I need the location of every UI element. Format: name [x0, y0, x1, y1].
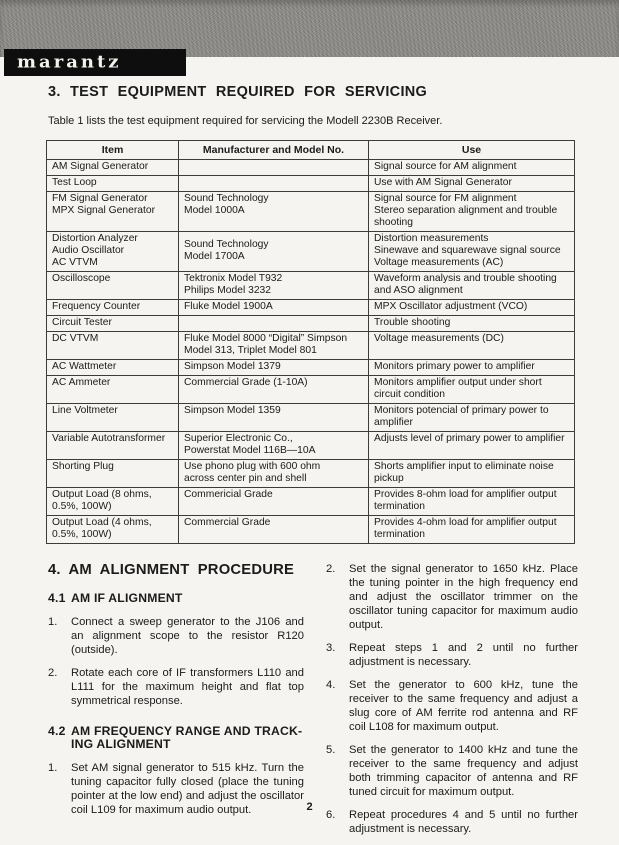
text-line: Sinewave and squarewave signal source	[374, 245, 561, 256]
text-line: AC VTVM	[52, 257, 98, 268]
text-line: Tektronix Model T932	[184, 273, 283, 284]
cell-manufacturer	[179, 516, 369, 544]
marantz-logo	[4, 49, 186, 76]
table-row	[47, 376, 575, 404]
equipment-table-body	[47, 160, 575, 544]
section4-heading: 4. AM ALIGNMENT PROCEDURE	[48, 562, 295, 578]
table-row	[47, 192, 575, 232]
cell-use	[369, 432, 575, 460]
text-line: Voltage measurements (DC)	[374, 333, 504, 344]
text-line: Use with AM Signal Generator	[374, 177, 512, 188]
cell-item	[47, 192, 179, 232]
text-line: Monitors amplifier output under short circuit condition	[374, 377, 542, 400]
cell-manufacturer	[179, 460, 369, 488]
text-line: Superior Electronic Co.,	[184, 433, 293, 444]
text-line: Provides 4-ohm load for amplifier output termination	[374, 517, 557, 540]
text-line: Adjusts level of primary power to amplifier	[374, 433, 565, 444]
text-line: Sound Technology	[184, 239, 269, 250]
page-content	[48, 84, 576, 845]
cell-item	[47, 232, 179, 272]
subsection-41-heading	[48, 592, 304, 606]
procedure-step	[326, 641, 578, 669]
table-row	[47, 316, 575, 332]
subsection-42-title	[71, 725, 302, 752]
cell-item	[47, 176, 179, 192]
cell-manufacturer	[179, 192, 369, 232]
text-line: Powerstat Model 116B—10A	[184, 445, 316, 456]
cell-manufacturer	[179, 176, 369, 192]
text-line: Circuit Tester	[52, 317, 112, 328]
cell-manufacturer	[179, 160, 369, 176]
cell-item	[47, 432, 179, 460]
text-line: Shorts amplifier input to eliminate noise pickup	[374, 461, 554, 484]
cell-use	[369, 404, 575, 432]
cell-item	[47, 316, 179, 332]
procedure-step	[326, 743, 578, 799]
step-text: Set the generator to 600 kHz, tune the receiver to the same frequency and adjust a slug core of AM ferrite rod antenna and RF coil L108 for maximum output.	[349, 679, 578, 733]
table-row	[47, 404, 575, 432]
table-row	[47, 176, 575, 192]
cell-use	[369, 376, 575, 404]
cell-manufacturer	[179, 376, 369, 404]
text-line: DC VTVM	[52, 333, 99, 344]
text-line: AM Signal Generator	[52, 161, 149, 172]
text-line: Distortion measurements	[374, 233, 489, 244]
text-line: Commericial Grade	[184, 489, 273, 500]
text-line: Output Load (4 ohms, 0.5%, 100W)	[52, 517, 152, 540]
cell-manufacturer	[179, 332, 369, 360]
step-number: 6.	[326, 809, 336, 821]
text-line: Fluke Model 8000 “Digital” Simpson	[184, 333, 348, 344]
cell-manufacturer	[179, 232, 369, 272]
text-line: Monitors potencial of primary power to amplifier	[374, 405, 549, 428]
cell-use	[369, 516, 575, 544]
table-row	[47, 432, 575, 460]
cell-item	[47, 516, 179, 544]
cell-manufacturer	[179, 488, 369, 516]
procedure-step	[326, 562, 578, 632]
text-line: Fluke Model 1900A	[184, 301, 273, 312]
text-line: Voltage measurements (AC)	[374, 257, 504, 268]
step-text: Connect a sweep generator to the J106 and an alignment scope to the resistor R120 (outside).	[71, 615, 304, 656]
subsection-41-number: 4.1	[48, 591, 66, 605]
text-line: Monitors primary power to amplifier	[374, 361, 535, 372]
text-line: Stereo separation alignment and trouble shooting	[374, 205, 558, 228]
cell-item	[47, 160, 179, 176]
text-line: Distortion Analyzer	[52, 233, 138, 244]
cell-manufacturer	[179, 360, 369, 376]
table-row	[47, 160, 575, 176]
text-line: MPX Oscillator adjustment (VCO)	[374, 301, 528, 312]
table-row	[47, 332, 575, 360]
table-row	[47, 300, 575, 316]
text-line: Signal source for FM alignment	[374, 193, 517, 204]
text-line: AM IF ALIGNMENT	[71, 591, 183, 605]
text-line: Model 313, Triplet Model 801	[184, 345, 317, 356]
subsection-41-steps	[48, 615, 304, 708]
table-row	[47, 232, 575, 272]
text-line: Line Voltmeter	[52, 405, 118, 416]
text-line: Signal source for AM alignment	[374, 161, 517, 172]
text-line: MPX Signal Generator	[52, 205, 156, 216]
text-line: Commercial Grade	[184, 517, 271, 528]
text-line: Simpson Model 1379	[184, 361, 281, 372]
right-column-steps	[326, 562, 578, 836]
step-text: Set the generator to 1400 kHz and tune the receiver to the same frequency and adjust both trimming capacitor of antenna and RF tuned circuit for maximum output.	[349, 744, 578, 798]
text-line: Output Load (8 ohms, 0.5%, 100W)	[52, 489, 152, 512]
cell-use	[369, 332, 575, 360]
cell-use	[369, 176, 575, 192]
step-text: Rotate each core of IF transformers L110 and L111 for the maximum height and flat top symmetrical response.	[71, 666, 304, 707]
step-number: 2.	[48, 666, 58, 679]
cell-manufacturer	[179, 432, 369, 460]
table-row	[47, 360, 575, 376]
text-line: AM FREQUENCY RANGE AND TRACK-	[71, 723, 303, 738]
text-line: Commercial Grade (1-10A)	[184, 377, 308, 388]
step-text: Set the signal generator to 1650 kHz. Place the tuning pointer in the high frequency end and adjust the oscillator trimmer on the oscillator tuning capacitor for maximum audio output.	[349, 563, 578, 631]
step-number: 4.	[326, 679, 336, 691]
cell-item	[47, 488, 179, 516]
table-row	[47, 272, 575, 300]
col-header-manufacturer: Manufacturer and Model No.	[179, 141, 369, 160]
step-number: 1.	[48, 761, 58, 774]
text-line: Shorting Plug	[52, 461, 114, 472]
text-line: Oscilloscope	[52, 273, 111, 284]
cell-use	[369, 360, 575, 376]
step-text: Repeat steps 1 and 2 until no further adjustment is necessary.	[349, 642, 578, 668]
cell-item	[47, 300, 179, 316]
cell-use	[369, 232, 575, 272]
text-line: Model 1000A	[184, 205, 245, 216]
section3-heading: 3. TEST EQUIPMENT REQUIRED FOR SERVICING	[48, 84, 428, 100]
cell-item	[47, 404, 179, 432]
cell-manufacturer	[179, 272, 369, 300]
col-header-use: Use	[369, 141, 575, 160]
cell-item	[47, 332, 179, 360]
text-line: AC Ammeter	[52, 377, 111, 388]
subsection-42-number: 4.2	[48, 723, 66, 738]
step-text: Set AM signal generator to 515 kHz. Turn the tuning capacitor fully closed (place the tuning pointer at the low end) and adjust the oscillator coil L109 for maximum audio output.	[71, 761, 304, 816]
text-line: Frequency Counter	[52, 301, 141, 312]
text-line: Audio Oscillator	[52, 245, 125, 256]
page-number: 2	[306, 801, 313, 813]
text-line: Simpson Model 1359	[184, 405, 281, 416]
equipment-table	[46, 140, 575, 544]
cell-use	[369, 460, 575, 488]
text-line: Trouble shooting	[374, 317, 451, 328]
step-number: 1.	[48, 615, 58, 628]
subsection-41-title	[71, 592, 183, 606]
step-number: 3.	[326, 642, 336, 654]
subsection-42-heading	[48, 725, 304, 752]
step-number: 5.	[326, 744, 336, 756]
text-line: ING ALIGNMENT	[71, 737, 171, 751]
procedure-step	[48, 615, 304, 657]
text-line: Use phono plug with 600 ohm	[184, 461, 321, 472]
text-line: across center pin and shell	[184, 473, 307, 484]
text-line: Sound Technology	[184, 193, 269, 204]
cell-use	[369, 272, 575, 300]
table-row	[47, 488, 575, 516]
procedure-step	[326, 678, 578, 734]
step-text: Repeat procedures 4 and 5 until no further adjustment is necessary.	[349, 809, 578, 835]
marantz-logo-text: marantz	[17, 52, 122, 73]
cell-item	[47, 460, 179, 488]
step-number: 2.	[326, 563, 336, 575]
text-line: Provides 8-ohm load for amplifier output termination	[374, 489, 557, 512]
cell-use	[369, 300, 575, 316]
col-header-item: Item	[47, 141, 179, 160]
table-header-row	[47, 141, 575, 160]
cell-item	[47, 272, 179, 300]
cell-manufacturer	[179, 316, 369, 332]
text-line: Philips Model 3232	[184, 285, 272, 296]
text-line: Waveform analysis and trouble shooting and ASO alignment	[374, 273, 557, 296]
table-row	[47, 460, 575, 488]
text-line: Variable Autotransformer	[52, 433, 166, 444]
table-row	[47, 516, 575, 544]
cell-item	[47, 376, 179, 404]
procedure-step	[48, 666, 304, 708]
cell-manufacturer	[179, 404, 369, 432]
cell-use	[369, 316, 575, 332]
cell-use	[369, 160, 575, 176]
section3-intro: Table 1 lists the test equipment required for servicing the Modell 2230B Receiver.	[48, 115, 443, 127]
cell-manufacturer	[179, 300, 369, 316]
cell-use	[369, 192, 575, 232]
text-line: AC Wattmeter	[52, 361, 117, 372]
text-line: FM Signal Generator	[52, 193, 148, 204]
cell-item	[47, 360, 179, 376]
cell-use	[369, 488, 575, 516]
text-line: Model 1700A	[184, 251, 245, 262]
text-line: Test Loop	[52, 177, 97, 188]
